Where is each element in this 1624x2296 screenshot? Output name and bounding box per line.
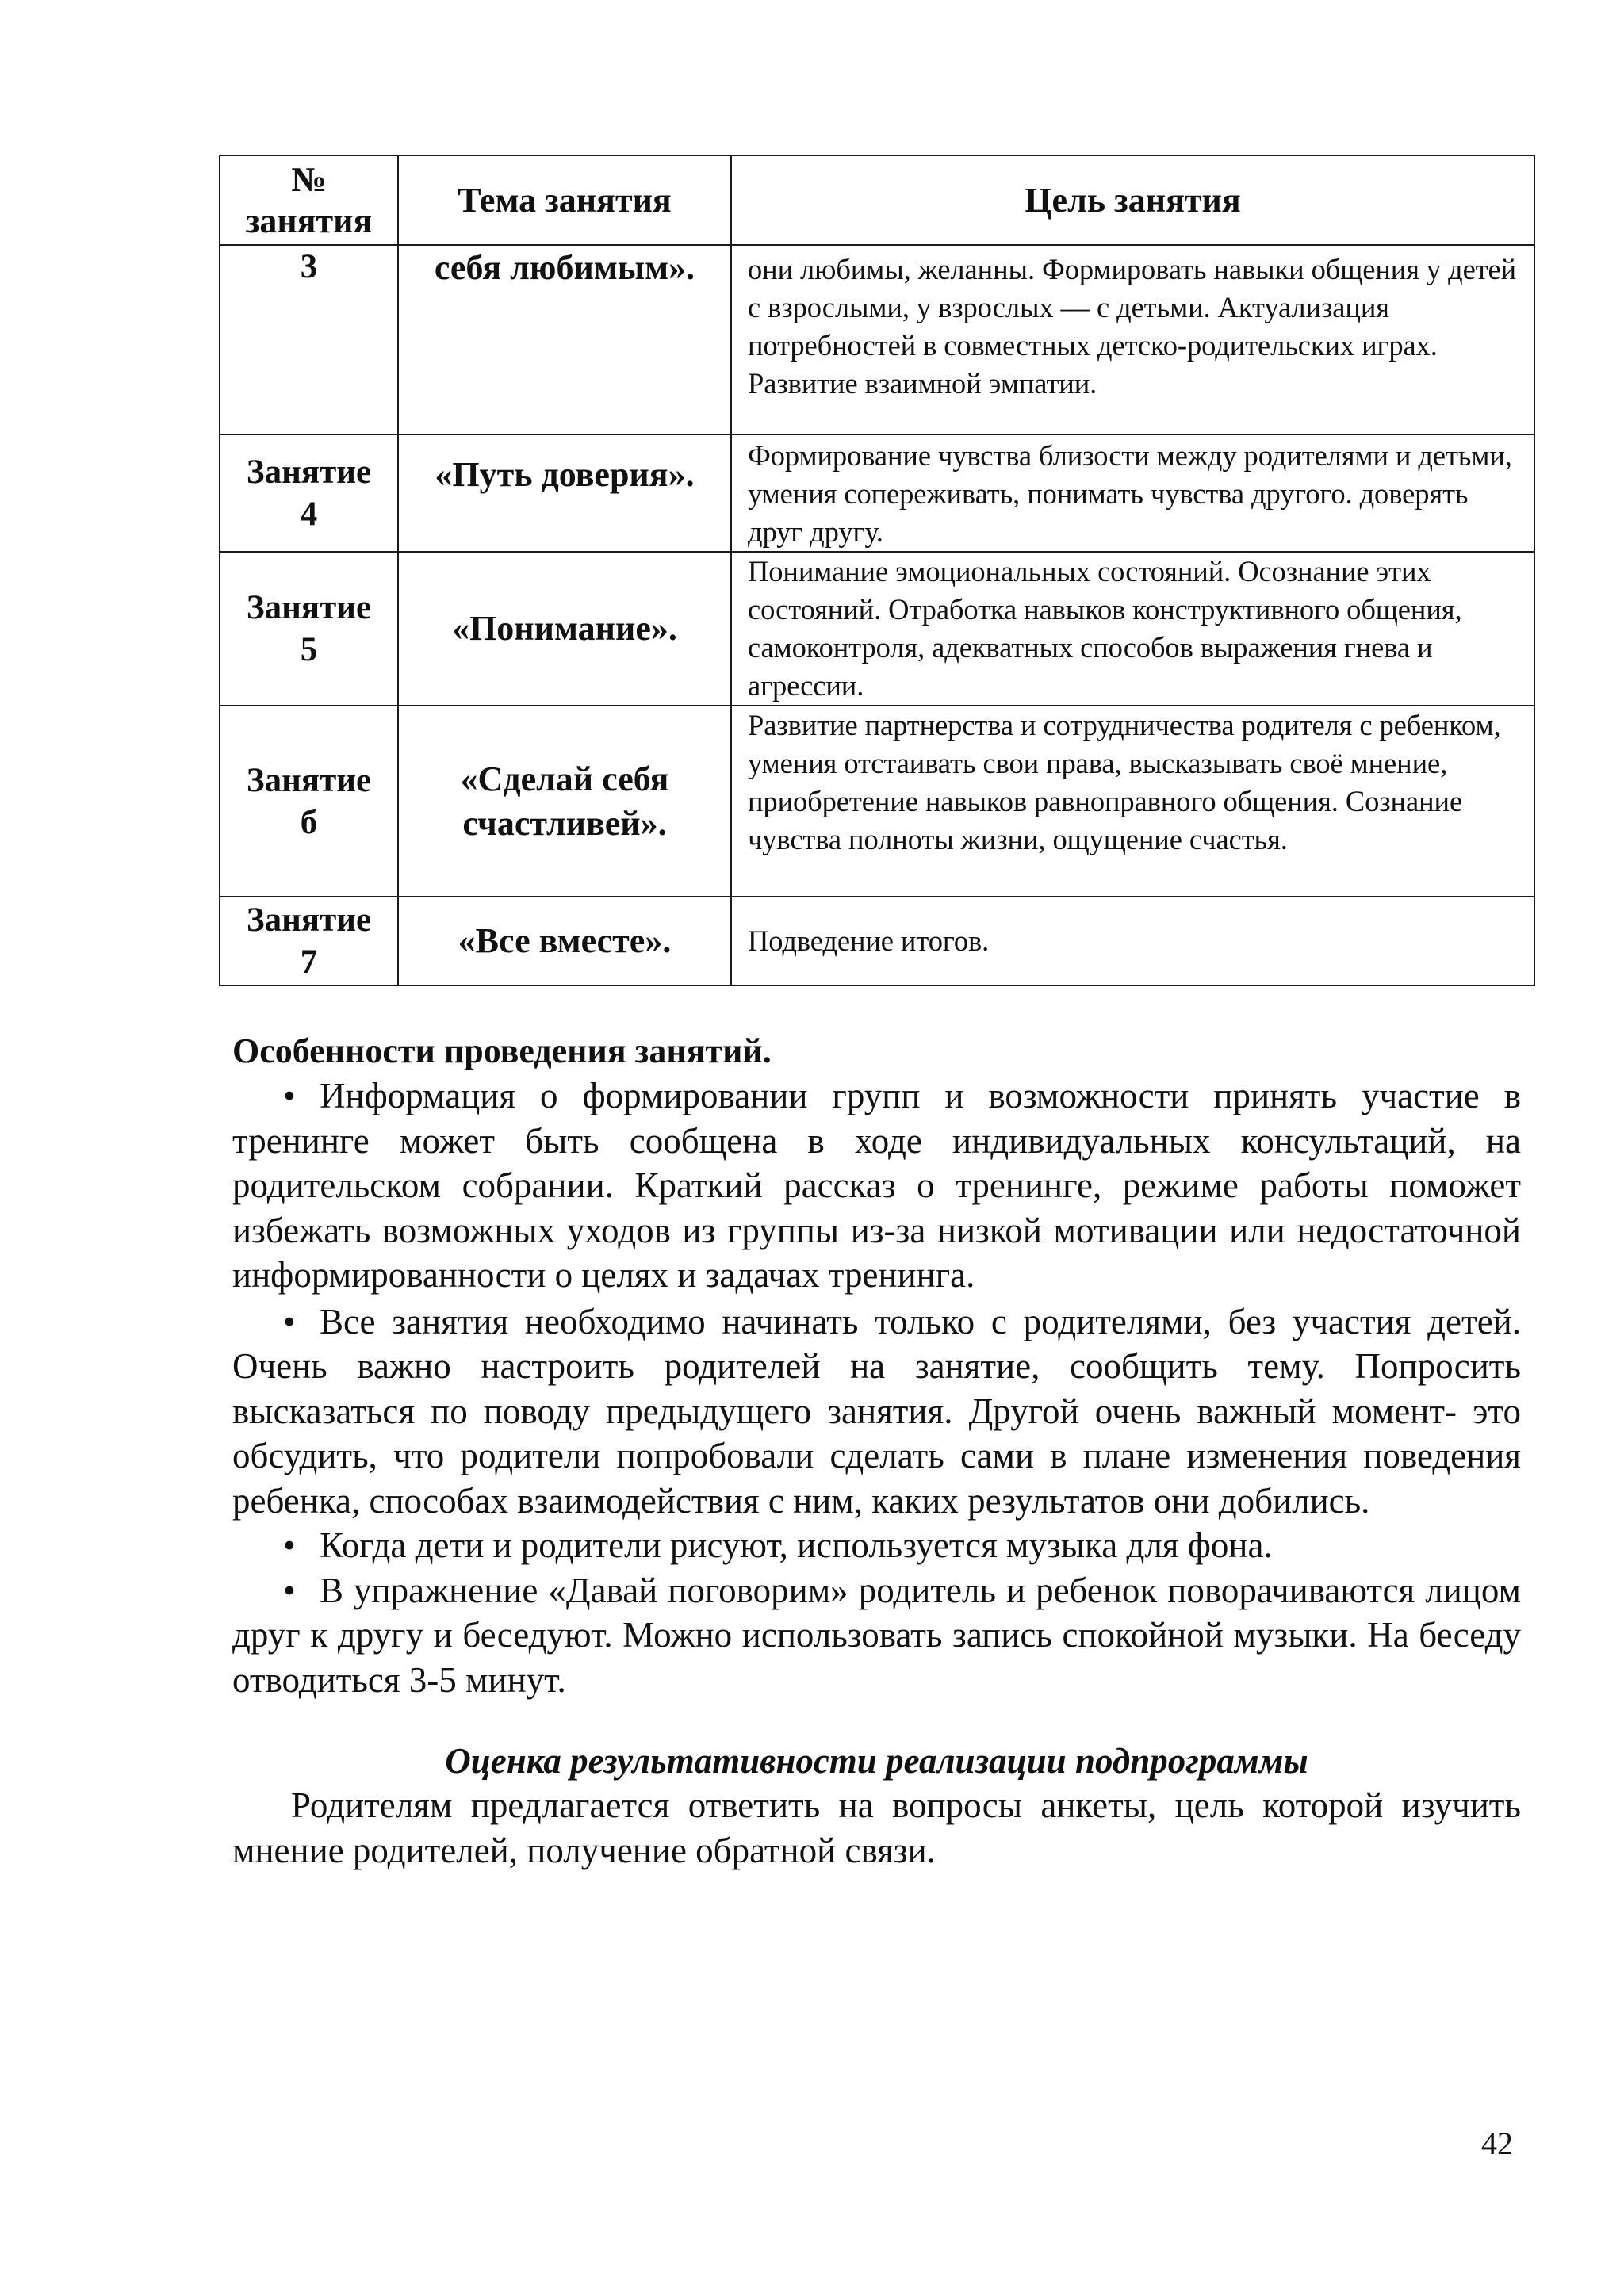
bullet-text: Когда дети и родители рисуют, используется музыка для фона. xyxy=(320,1525,1273,1565)
header-topic: Тема занятия xyxy=(398,155,731,245)
session-topic: себя любимым». xyxy=(398,245,731,434)
header-goal: Цель занятия xyxy=(731,155,1534,245)
session-goal: Развитие партнерства и сотрудничества родителя с ребенком, умения отстаивать свои права, высказывать своё мнение, приобретение навыков равноправного общения. Сознание чувства полноты жизни, ощущение счастья. xyxy=(731,706,1534,897)
header-number: № занятия xyxy=(220,155,398,245)
evaluation-heading: Оценка результативности реализации подпрограммы xyxy=(445,1741,1308,1781)
bullet-text: Информация о формировании групп и возможности принять участие в тренинге может быть сообщена в ходе индивидуальных консультаций, на родительском собрании. Краткий рассказ о тренинге, режиме работы поможет избежать возможных уходов из группы из-за низкой мотивации или недостаточной информированности о целях и задачах тренинга. xyxy=(232,1076,1521,1295)
session-number: 3 xyxy=(220,245,398,434)
bullet-icon: • xyxy=(283,1570,296,1610)
table-row xyxy=(220,245,1534,434)
table-row xyxy=(220,897,1534,985)
bullet-text: В упражнение «Давай поговорим» родитель и ребенок поворачиваются лицом друг к другу и беседуют. Можно использовать запись спокойной музыки. На беседу отводиться 3-5 минут. xyxy=(232,1570,1521,1700)
list-item xyxy=(232,1523,1521,1568)
list-item xyxy=(232,1073,1521,1298)
session-goal: они любимы, желанны. Формировать навыки общения у детей с взрослыми, у взрослых — с детьми. Актуализация потребностей в совместных детско-родительских играх. Развитие взаимной эмпатии. xyxy=(731,245,1534,434)
session-goal: Подведение итогов. xyxy=(731,897,1534,985)
list-item xyxy=(232,1299,1521,1524)
evaluation-paragraph: Родителям предлагается ответить на вопросы анкеты, цель которой изучить мнение родителей, получение обратной связи. xyxy=(232,1785,1521,1870)
session-number: Занятие 7 xyxy=(220,897,398,985)
session-topic: «Понимание». xyxy=(398,552,731,706)
session-goal: Понимание эмоциональных состояний. Осознание этих состояний. Отработка навыков конструктивного общения, самоконтроля, адекватных способов выражения гнева и агрессии. xyxy=(731,552,1534,706)
session-topic: «Все вместе». xyxy=(398,897,731,985)
bullet-list xyxy=(232,1073,1521,1702)
bullet-icon: • xyxy=(283,1076,296,1115)
bullet-text: Все занятия необходимо начинать только с родителями, без участия детей. Очень важно настроить родителей на занятие, сообщить тему. Попросить высказаться по поводу предыдущего занятия. Другой очень важный момент- это обсудить, что родители попробовали сделать сами в плане изменения поведения ребенка, способах взаимодействия с ним, каких результатов они добились. xyxy=(232,1301,1521,1521)
table-row xyxy=(220,434,1534,552)
header-number-word: занятия xyxy=(245,201,373,240)
session-goal: Формирование чувства близости между родителями и детьми, умения сопереживать, понимать чувства другого. доверять друг другу. xyxy=(731,434,1534,552)
session-number: Занятие 5 xyxy=(220,552,398,706)
bullet-icon: • xyxy=(283,1525,296,1565)
session-topic: «Сделай себя счастливей». xyxy=(398,706,731,897)
table-row xyxy=(220,706,1534,897)
session-number: Занятие б xyxy=(220,706,398,897)
list-item xyxy=(232,1568,1521,1703)
sessions-table xyxy=(219,155,1535,986)
session-number: Занятие 4 xyxy=(220,434,398,552)
table-row xyxy=(220,552,1534,706)
session-topic: «Путь доверия». xyxy=(398,434,731,552)
page-number: 42 xyxy=(1481,2126,1513,2161)
table-header-row xyxy=(220,155,1534,245)
section-heading: Особенности проведения занятий. xyxy=(232,1031,772,1070)
bullet-icon: • xyxy=(283,1301,296,1341)
